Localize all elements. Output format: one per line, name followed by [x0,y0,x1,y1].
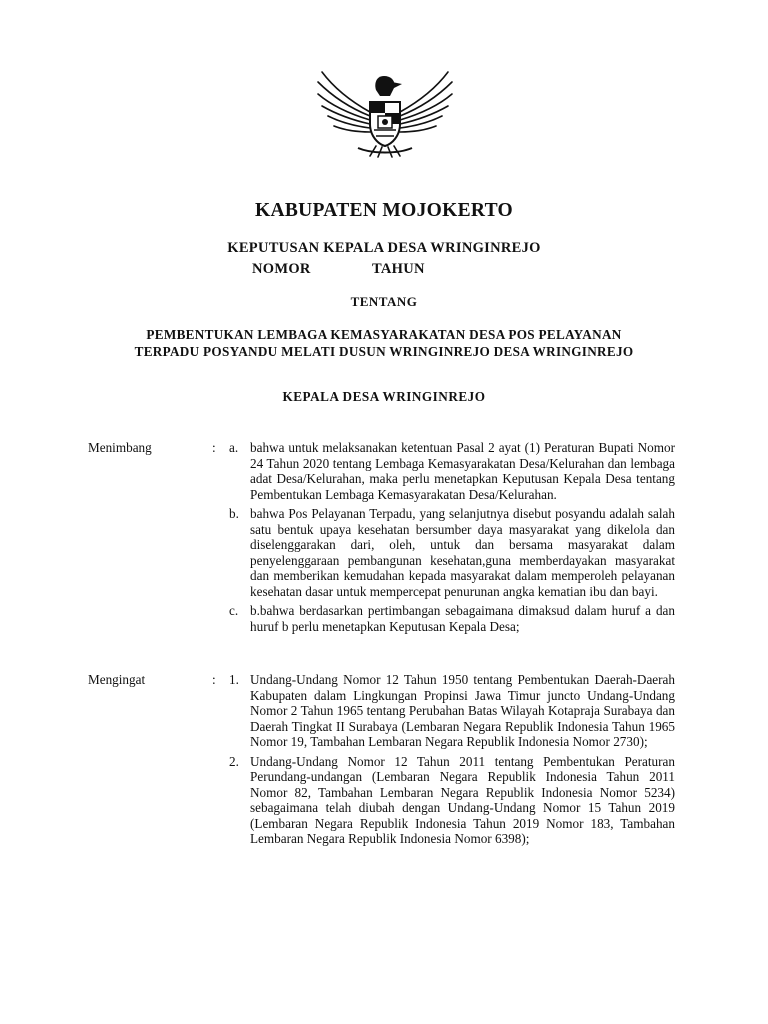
section-colon: : [212,440,216,455]
menimbang-list [229,440,675,638]
list-item [229,754,675,847]
list-item [229,440,675,502]
garuda-emblem-icon [312,62,458,158]
list-item [229,506,675,599]
decree-title: KEPUTUSAN KEPALA DESA WRINGINREJO [227,240,541,256]
decree-year-label: TAHUN [372,261,425,277]
decree-subject [0,326,768,360]
regency-title: KABUPATEN MOJOKERTO [255,200,513,221]
list-marker: c. [229,603,239,618]
list-item-text: bahwa untuk melaksanakan ketentuan Pasal 2 ayat (1) Peraturan Bupati Nomor 24 Tahun 2020 tentang Lembaga Kemasyarakatan Desa/Kelurahan dan lembaga adat Desa/Kelurahan, maka perlu menetapkan Keputusan Kepala Desa tentang Pembentukan Lembaga Kemasyarakatan Desa/Kelurahan. [250,440,675,502]
section-colon: : [212,672,216,687]
section-label: Mengingat [88,672,146,687]
list-item [229,672,675,750]
list-item-text: b.bahwa berdasarkan pertimbangan sebagaimana dimaksud dalam huruf a dan huruf b perlu menetapkan Keputusan Kepala Desa; [250,603,675,634]
list-item [229,603,675,634]
list-marker: 1. [229,672,239,687]
decree-subject-line: TERPADU POSYANDU MELATI DUSUN WRINGINREJO DESA WRINGINREJO [134,344,634,359]
section-label: Menimbang [88,440,152,455]
decree-subject-line: PEMBENTUKAN LEMBAGA KEMASYARAKATAN DESA POS PELAYANAN [146,327,622,342]
decree-number-label: NOMOR [252,261,311,277]
list-item-text: Undang-Undang Nomor 12 Tahun 2011 tentang Pembentukan Peraturan Perundang-undangan (Lembaran Negara Republik Indonesia Tahun 2011 Nomor 82, Tambahan Lembaran Negara Republik Indonesia Nomor 5234) sebagaimana telah diubah dengan Undang-Undang Nomor 15 Tahun 2019 (Lembaran Negara Republik Indonesia Tahun 2019 Nomor 183, Tambahan Lembaran Negara Republik Indonesia Nomor 6398); [250,753,675,846]
list-marker: b. [229,506,239,521]
about-heading: TENTANG [350,294,418,309]
list-marker: a. [229,440,239,455]
village-head-heading: KEPALA DESA WRINGINREJO [282,389,486,404]
list-item-text: bahwa Pos Pelayanan Terpadu, yang selanjutnya disebut posyandu adalah salah satu bentuk upaya kesehatan bersumber daya masyarakat yang dikelola dan diselenggarakan dari, oleh, untuk dan bersama masyarakat dalam penyelenggaraan pembangunan kesehatan,guna memberdayakan masyarakat dan memberikan kemudahan kepada masyarakat dalam memperoleh pelayanan kesehatan dasar untuk mempercepat penurunan angka kematian ibu dan bayi. [250,506,675,599]
mengingat-list [229,672,675,851]
list-marker: 2. [229,753,239,769]
list-item-text: Undang-Undang Nomor 12 Tahun 1950 tentang Pembentukan Daerah-Daerah Kabupaten dalam Lingkungan Propinsi Jawa Timur juncto Undang-Undang Nomor 2 Tahun 1965 tentang Perubahan Batas Wilayah Kotapraja Surabaya dan Daerah Tingkat II Surabaya (Lembaran Negara Republik Indonesia Tahun 1965 Nomor 19, Tambahan Lembaran Negara Republik Indonesia Nomor 2730); [250,672,675,749]
